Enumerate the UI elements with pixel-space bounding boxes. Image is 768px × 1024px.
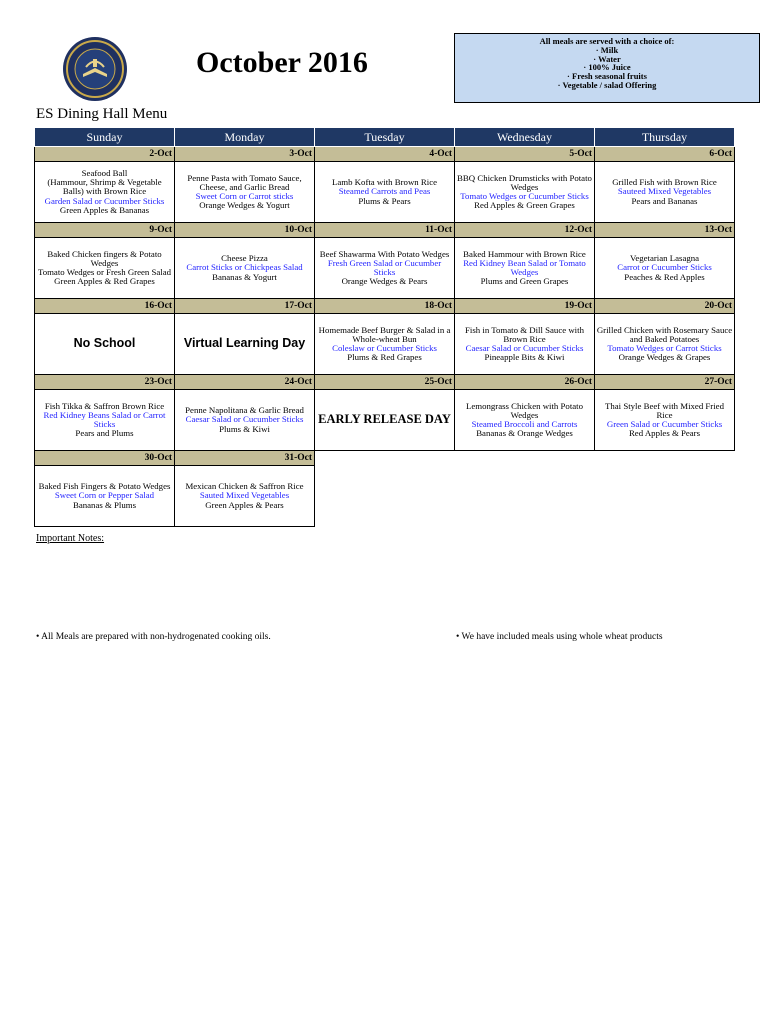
day-header-tuesday: Tuesday	[315, 128, 455, 147]
meal-main: BBQ Chicken Drumsticks with Potato Wedges	[457, 172, 592, 192]
date-cell: 19-Oct	[455, 299, 595, 314]
meal-side: Steamed Broccoli and Carrots	[471, 419, 578, 429]
meal-side: Coleslaw or Cucumber Sticks	[332, 343, 437, 353]
meal-cell: EARLY RELEASE DAY	[315, 390, 455, 451]
school-crest-icon	[62, 36, 128, 102]
meal-side: Sweet Corn or Pepper Salad	[54, 490, 155, 501]
meal-fruit: Red Apples & Pears	[628, 428, 701, 439]
meal-cell	[35, 238, 175, 299]
meal-main: Seafood Ball	[81, 167, 128, 178]
meal-fruit: Plums & Pears	[358, 195, 411, 206]
meal-cell	[35, 162, 175, 223]
date-cell: 31-Oct	[175, 451, 315, 466]
empty-cell	[595, 451, 735, 466]
date-cell: 27-Oct	[595, 375, 735, 390]
meal-side: Garden Salad or Cucumber Sticks	[44, 195, 165, 206]
date-cell: 25-Oct	[315, 375, 455, 390]
day-header-thursday: Thursday	[595, 128, 735, 147]
meal-cell	[35, 390, 175, 451]
meal-cell	[175, 466, 315, 527]
meal-main: Penne Napolitana & Garlic Bread	[185, 405, 304, 416]
empty-cell	[315, 451, 455, 466]
meal-side: Red Kidney Beans Salad or Carrot Sticks	[43, 409, 166, 429]
notice-line: · Milk	[595, 44, 619, 55]
date-cell: 24-Oct	[175, 375, 315, 390]
meal-main: Grilled Chicken with Rosemary Sauce and Baked Potatoes	[596, 324, 733, 344]
meal-main: Homemade Beef Burger & Salad in a Whole-wheat Bun	[318, 324, 451, 344]
date-cell: 17-Oct	[175, 299, 315, 314]
meal-side: Fresh Green Salad or Cucumber Sticks	[327, 257, 442, 277]
meal-fruit: Green Apples & Bananas	[59, 204, 150, 215]
meal-cell	[595, 314, 735, 375]
meal-main: Baked Fish Fingers & Potato Wedges	[38, 481, 171, 492]
meal-cell	[175, 162, 315, 223]
date-cell: 26-Oct	[455, 375, 595, 390]
empty-cell	[455, 451, 595, 466]
meal-main: Cheese Pizza	[221, 253, 268, 264]
meal-fruit: Pineapple Bits & Kiwi	[484, 352, 565, 363]
date-cell: 13-Oct	[595, 223, 735, 238]
date-row	[35, 147, 735, 162]
day-header-sunday: Sunday	[35, 128, 175, 147]
meal-side: Carrot Sticks or Chickpeas Salad	[186, 262, 303, 273]
date-cell: 12-Oct	[455, 223, 595, 238]
notice-line: · Water	[593, 53, 621, 64]
notice-line: · Vegetable / salad Offering	[557, 79, 657, 90]
empty-cell	[315, 466, 455, 527]
meal-cell	[595, 390, 735, 451]
menu-subtitle: ES Dining Hall Menu	[36, 106, 168, 122]
meal-main: Lamb Kofta with Brown Rice	[331, 177, 438, 188]
date-cell: 2-Oct	[35, 147, 175, 162]
date-cell: 5-Oct	[455, 147, 595, 162]
menu-calendar	[34, 127, 735, 527]
meal-side: Caesar Salad or Cucumber Sticks	[465, 343, 584, 353]
meal-fruit: Red Apples & Green Grapes	[474, 200, 575, 211]
meal-main: Fish Tikka & Saffron Brown Rice	[44, 400, 165, 411]
meal-side: Sweet Corn or Carrot sticks	[195, 191, 294, 201]
meal-cell	[595, 162, 735, 223]
meal-side: Carrot or Cucumber Sticks	[617, 262, 712, 273]
meal-row	[35, 466, 735, 527]
date-cell: 4-Oct	[315, 147, 455, 162]
meal-row	[35, 390, 735, 451]
meal-main: (Hammour, Shrimp & Vegetable Balls) with Brown Rice	[47, 177, 162, 197]
notice-line: · 100% Juice	[583, 62, 631, 73]
meal-side: Steamed Carrots and Peas	[338, 186, 431, 197]
meal-fruit: Green Apples & Pears	[205, 499, 284, 510]
note-oils: • All Meals are prepared with non-hydrogenated cooking oils.	[36, 632, 271, 642]
meal-fruit: Bananas & Plums	[72, 499, 137, 510]
meal-fruit: Orange Wedges & Yogurt	[199, 200, 290, 211]
date-cell: 30-Oct	[35, 451, 175, 466]
meal-fruit: Orange Wedges & Pears	[341, 276, 428, 287]
meal-main: Penne Pasta with Tomato Sauce, Cheese, and Garlic Bread	[187, 172, 302, 192]
meal-main: Mexican Chicken & Saffron Rice	[185, 481, 304, 492]
meal-cell	[315, 238, 455, 299]
meal-side: Tomato Wedges or Carrot Sticks	[607, 343, 722, 353]
empty-cell	[455, 466, 595, 527]
meal-cell: No School	[35, 314, 175, 375]
meal-cell: Virtual Learning Day	[175, 314, 315, 375]
meal-cell	[455, 390, 595, 451]
meal-row	[35, 162, 735, 223]
meal-main: Thai Style Beef with Mixed Fried Rice	[605, 400, 724, 420]
meal-main: Vegetarian Lasagna	[629, 253, 700, 264]
date-row	[35, 375, 735, 390]
meal-main: Baked Hammour with Brown Rice	[463, 248, 586, 259]
date-cell: 10-Oct	[175, 223, 315, 238]
meal-fruit: Pears and Plums	[75, 428, 134, 439]
meal-fruit: Plums & Kiwi	[219, 423, 270, 434]
date-cell: 11-Oct	[315, 223, 455, 238]
meal-cell	[35, 466, 175, 527]
meal-main: Fish in Tomato & Dill Sauce with Brown Rice	[465, 324, 584, 344]
date-cell: 6-Oct	[595, 147, 735, 162]
meal-cell	[595, 238, 735, 299]
notes-title: Important Notes:	[36, 533, 105, 544]
empty-cell	[595, 466, 735, 527]
meal-side: Green Salad or Cucumber Sticks	[606, 419, 723, 429]
date-row	[35, 299, 735, 314]
meal-fruit: Pears and Bananas	[631, 195, 698, 206]
meal-side: Tomato Wedges or Cucumber Sticks	[460, 191, 589, 201]
meal-cell	[315, 314, 455, 375]
meal-fruit: Bananas & Orange Wedges	[476, 428, 573, 439]
day-header-wednesday: Wednesday	[455, 128, 595, 147]
meal-fruit: Peaches & Red Apples	[624, 271, 705, 282]
meal-cell	[455, 314, 595, 375]
notice-line: All meals are served with a choice of:	[539, 36, 675, 46]
meal-main: Tomato Wedges or Fresh Green Salad	[37, 267, 172, 277]
meal-cell	[455, 238, 595, 299]
date-cell: 3-Oct	[175, 147, 315, 162]
date-cell: 18-Oct	[315, 299, 455, 314]
meal-cell	[175, 390, 315, 451]
meal-side: Sauted Mixed Vegetables	[199, 490, 290, 501]
meal-fruit: Green Apples & Red Grapes	[54, 276, 155, 287]
page-title: October 2016	[196, 46, 368, 79]
meal-fruit: Bananas & Yogurt	[212, 271, 277, 282]
meal-main: Beef Shawarma With Potato Wedges	[319, 248, 450, 259]
meal-choices-notice	[454, 33, 760, 103]
date-cell: 20-Oct	[595, 299, 735, 314]
meal-fruit: Plums & Red Grapes	[347, 352, 422, 363]
date-cell: 16-Oct	[35, 299, 175, 314]
meal-cell	[315, 162, 455, 223]
meal-cell	[175, 238, 315, 299]
meal-side: Caesar Salad or Cucumber Sticks	[185, 414, 304, 425]
date-row	[35, 451, 735, 466]
meal-main: Baked Chicken fingers & Potato Wedges	[47, 248, 162, 268]
meal-row	[35, 314, 735, 375]
meal-side: Red Kidney Bean Salad or Tomato Wedges	[463, 257, 586, 277]
date-row	[35, 223, 735, 238]
day-header-monday: Monday	[175, 128, 315, 147]
meal-fruit: Orange Wedges & Grapes	[618, 352, 711, 363]
meal-side: Sauteed Mixed Vegetables	[617, 186, 712, 197]
meal-main: Grilled Fish with Brown Rice	[612, 177, 717, 188]
meal-fruit: Plums and Green Grapes	[480, 276, 569, 287]
meal-main: Lemongrass Chicken with Potato Wedges	[465, 400, 584, 420]
date-cell: 23-Oct	[35, 375, 175, 390]
note-whole-wheat: • We have included meals using whole wheat products	[456, 632, 663, 642]
meal-cell	[455, 162, 595, 223]
date-cell: 9-Oct	[35, 223, 175, 238]
meal-row	[35, 238, 735, 299]
notice-line: · Fresh seasonal fruits	[567, 71, 647, 82]
